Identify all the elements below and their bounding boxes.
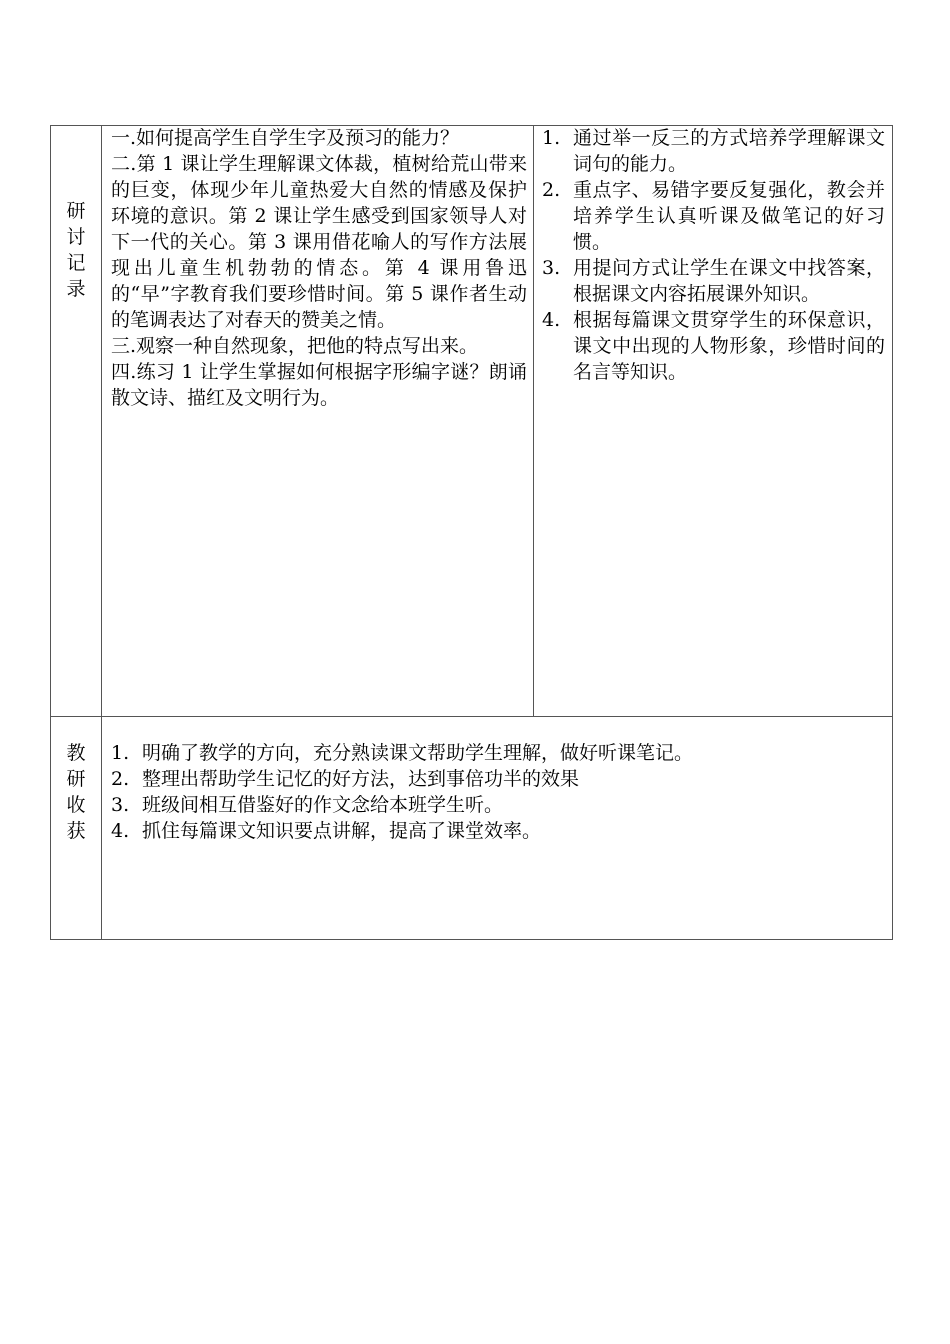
list-item	[542, 177, 885, 255]
label-char: 收	[66, 794, 86, 816]
list-item	[111, 792, 881, 818]
list-item	[542, 307, 885, 385]
list-item	[111, 818, 881, 844]
list-item	[111, 766, 881, 792]
section2-content-cell	[111, 740, 881, 844]
item-text: 重点字、易错字要反复强化，教会并培养学生认真听课及做笔记的好习惯。	[573, 179, 885, 253]
list-item	[542, 255, 885, 307]
item-text: 抓住每篇课文知识要点讲解，提高了课堂效率。	[142, 820, 542, 842]
label-char: 教	[66, 742, 86, 764]
label-char: 获	[66, 820, 86, 842]
table-divider-label	[101, 126, 102, 939]
item-number: 4.	[542, 309, 561, 331]
item-number: 2.	[111, 768, 130, 790]
section1-label	[51, 198, 101, 302]
item-number: 1.	[542, 127, 561, 149]
item-text: 整理出帮助学生记忆的好方法，达到事倍功半的效果	[142, 768, 580, 790]
label-char: 记	[66, 252, 86, 274]
item-number: 4.	[111, 820, 130, 842]
label-char: 研	[66, 768, 86, 790]
list-item	[542, 125, 885, 177]
item-text: 用提问方式让学生在课文中找答案，根据课文内容拓展课外知识。	[573, 257, 885, 305]
list-item	[111, 740, 881, 766]
item-text: 明确了教学的方向，充分熟读课文帮助学生理解，做好听课笔记。	[142, 742, 694, 764]
item-number: 3.	[111, 794, 130, 816]
discussion-paragraph: 三.观察一种自然现象，把他的特点写出来。	[111, 335, 479, 357]
item-number: 3.	[542, 257, 561, 279]
section2-label	[51, 740, 101, 844]
item-text: 班级间相互借鉴好的作文念给本班学生听。	[142, 794, 504, 816]
item-number: 2.	[542, 179, 561, 201]
discussion-paragraph: 二.第 1 课让学生理解课文体裁，植树给荒山带来的巨变，体现少年儿童热爱大自然的情感及保护环境的意识。第 2 课让学生感受到国家领导人对下一代的关心。第 3 课用借花喻人的写作方法展现出儿童生机勃勃的情态。第 4 课用鲁迅的“早”字教育我们要珍惜时间。第 5 课作者生动的笔调表达了对春天的赞美之情。	[111, 153, 527, 331]
label-char: 讨	[66, 226, 86, 248]
record-table	[50, 125, 893, 940]
item-number: 1.	[111, 742, 130, 764]
discussion-paragraph: 四.练习 1 让学生掌握如何根据字形编字谜？朗诵散文诗、描红及文明行为。	[111, 361, 527, 409]
item-text: 根据每篇课文贯穿学生的环保意识，课文中出现的人物形象，珍惜时间的名言等知识。	[573, 309, 885, 383]
section1-right-cell	[542, 125, 885, 385]
label-char: 研	[66, 200, 86, 222]
discussion-paragraph: 一.如何提高学生自学生字及预习的能力？	[111, 127, 460, 149]
table-divider-middle	[533, 126, 534, 716]
table-divider-row	[51, 716, 892, 717]
item-text: 通过举一反三的方式培养学理解课文词句的能力。	[573, 127, 885, 175]
section1-middle-cell	[111, 125, 527, 411]
label-char: 录	[66, 278, 86, 300]
